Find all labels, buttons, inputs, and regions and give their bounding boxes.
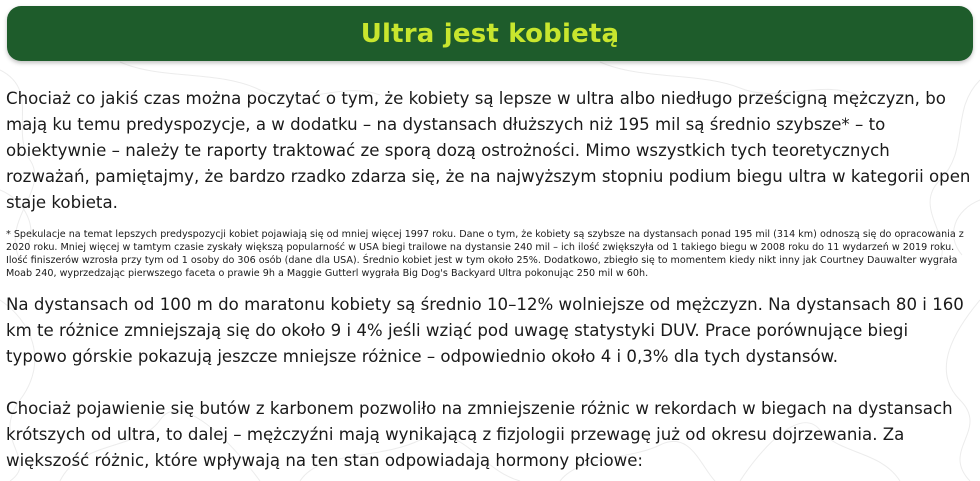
paragraph-physiology: Chociaż pojawienie się butów z karbonem pozwoliło na zmniejszenie różnic w rekordach w biegach na dystansach krótszych od ultra, to dalej – mężczyźni mają wynikającą z fizjologii przewagę już od okresu dojrzewania. Za większość różnic, które wpływają na ten stan odpowiadają hormony płciowe: bbox=[6, 399, 953, 470]
footnote: * Spekulacje na temat lepszych predyspozycji kobiet pojawiają się od mniej więcej 1997 roku. Dane o tym, że kobiety są szybsze na dystansach ponad 195 mil (314 km) odnoszą się do opracowania z 2020 roku. Mniej więcej w tamtym czasie zyskały większą popularność w USA biegi trailowe na dystansie 240 mil – ich ilość zwiększyła od 1 takiego biegu w 2008 roku do 11 wydarzeń w 2019 roku. Ilość finiszerów wzrosła przy tym od 1 osoby do 306 osób (dane dla USA). Średnio kobiet jest w tym około 25%. Dodatkowo, zbiegło się to momentem kiedy nikt inny jak Courtney Dauwalter wygrała Moab 240, wyprzedzając pierwszego faceta o prawie 9h a Maggie Gutterl wygrała Big Dog's Backyard Ultra pokonując 250 mil w 60h. bbox=[6, 229, 964, 279]
article-body bbox=[6, 86, 974, 474]
paragraph-statistics: Na dystansach od 100 m do maratonu kobiety są średnio 10–12% wolniejsze od mężczyzn. Na dystansach 80 i 160 km te różnice zmniejszają się do około 9 i 4% jeśli wziąć pod uwagę statystyki DUV. Prace porównujące biegi typowo górskie pokazują jeszcze mniejsze różnice – odpowiednio około 4 i 0,3% dla tych dystansów. bbox=[6, 295, 964, 366]
paragraph-intro: Chociaż co jakiś czas można poczytać o tym, że kobiety są lepsze w ultra albo niedługo prześcigną mężczyzn, bo mają ku temu predyspozycje, a w dodatku – na dystansach dłuższych niż 195 mil są średnio szybsze* – to obiektywnie – należy te raporty traktować ze sporą dozą ostrożności. Mimo wszystkich tych teoretycznych rozważań, pamiętajmy, że bardzo rzadko zdarza się, że na najwyższym stopniu podium biegu ultra w kategorii open staje kobieta. bbox=[6, 89, 971, 212]
header-banner bbox=[7, 6, 973, 61]
page-title: Ultra jest kobietą bbox=[360, 18, 620, 49]
